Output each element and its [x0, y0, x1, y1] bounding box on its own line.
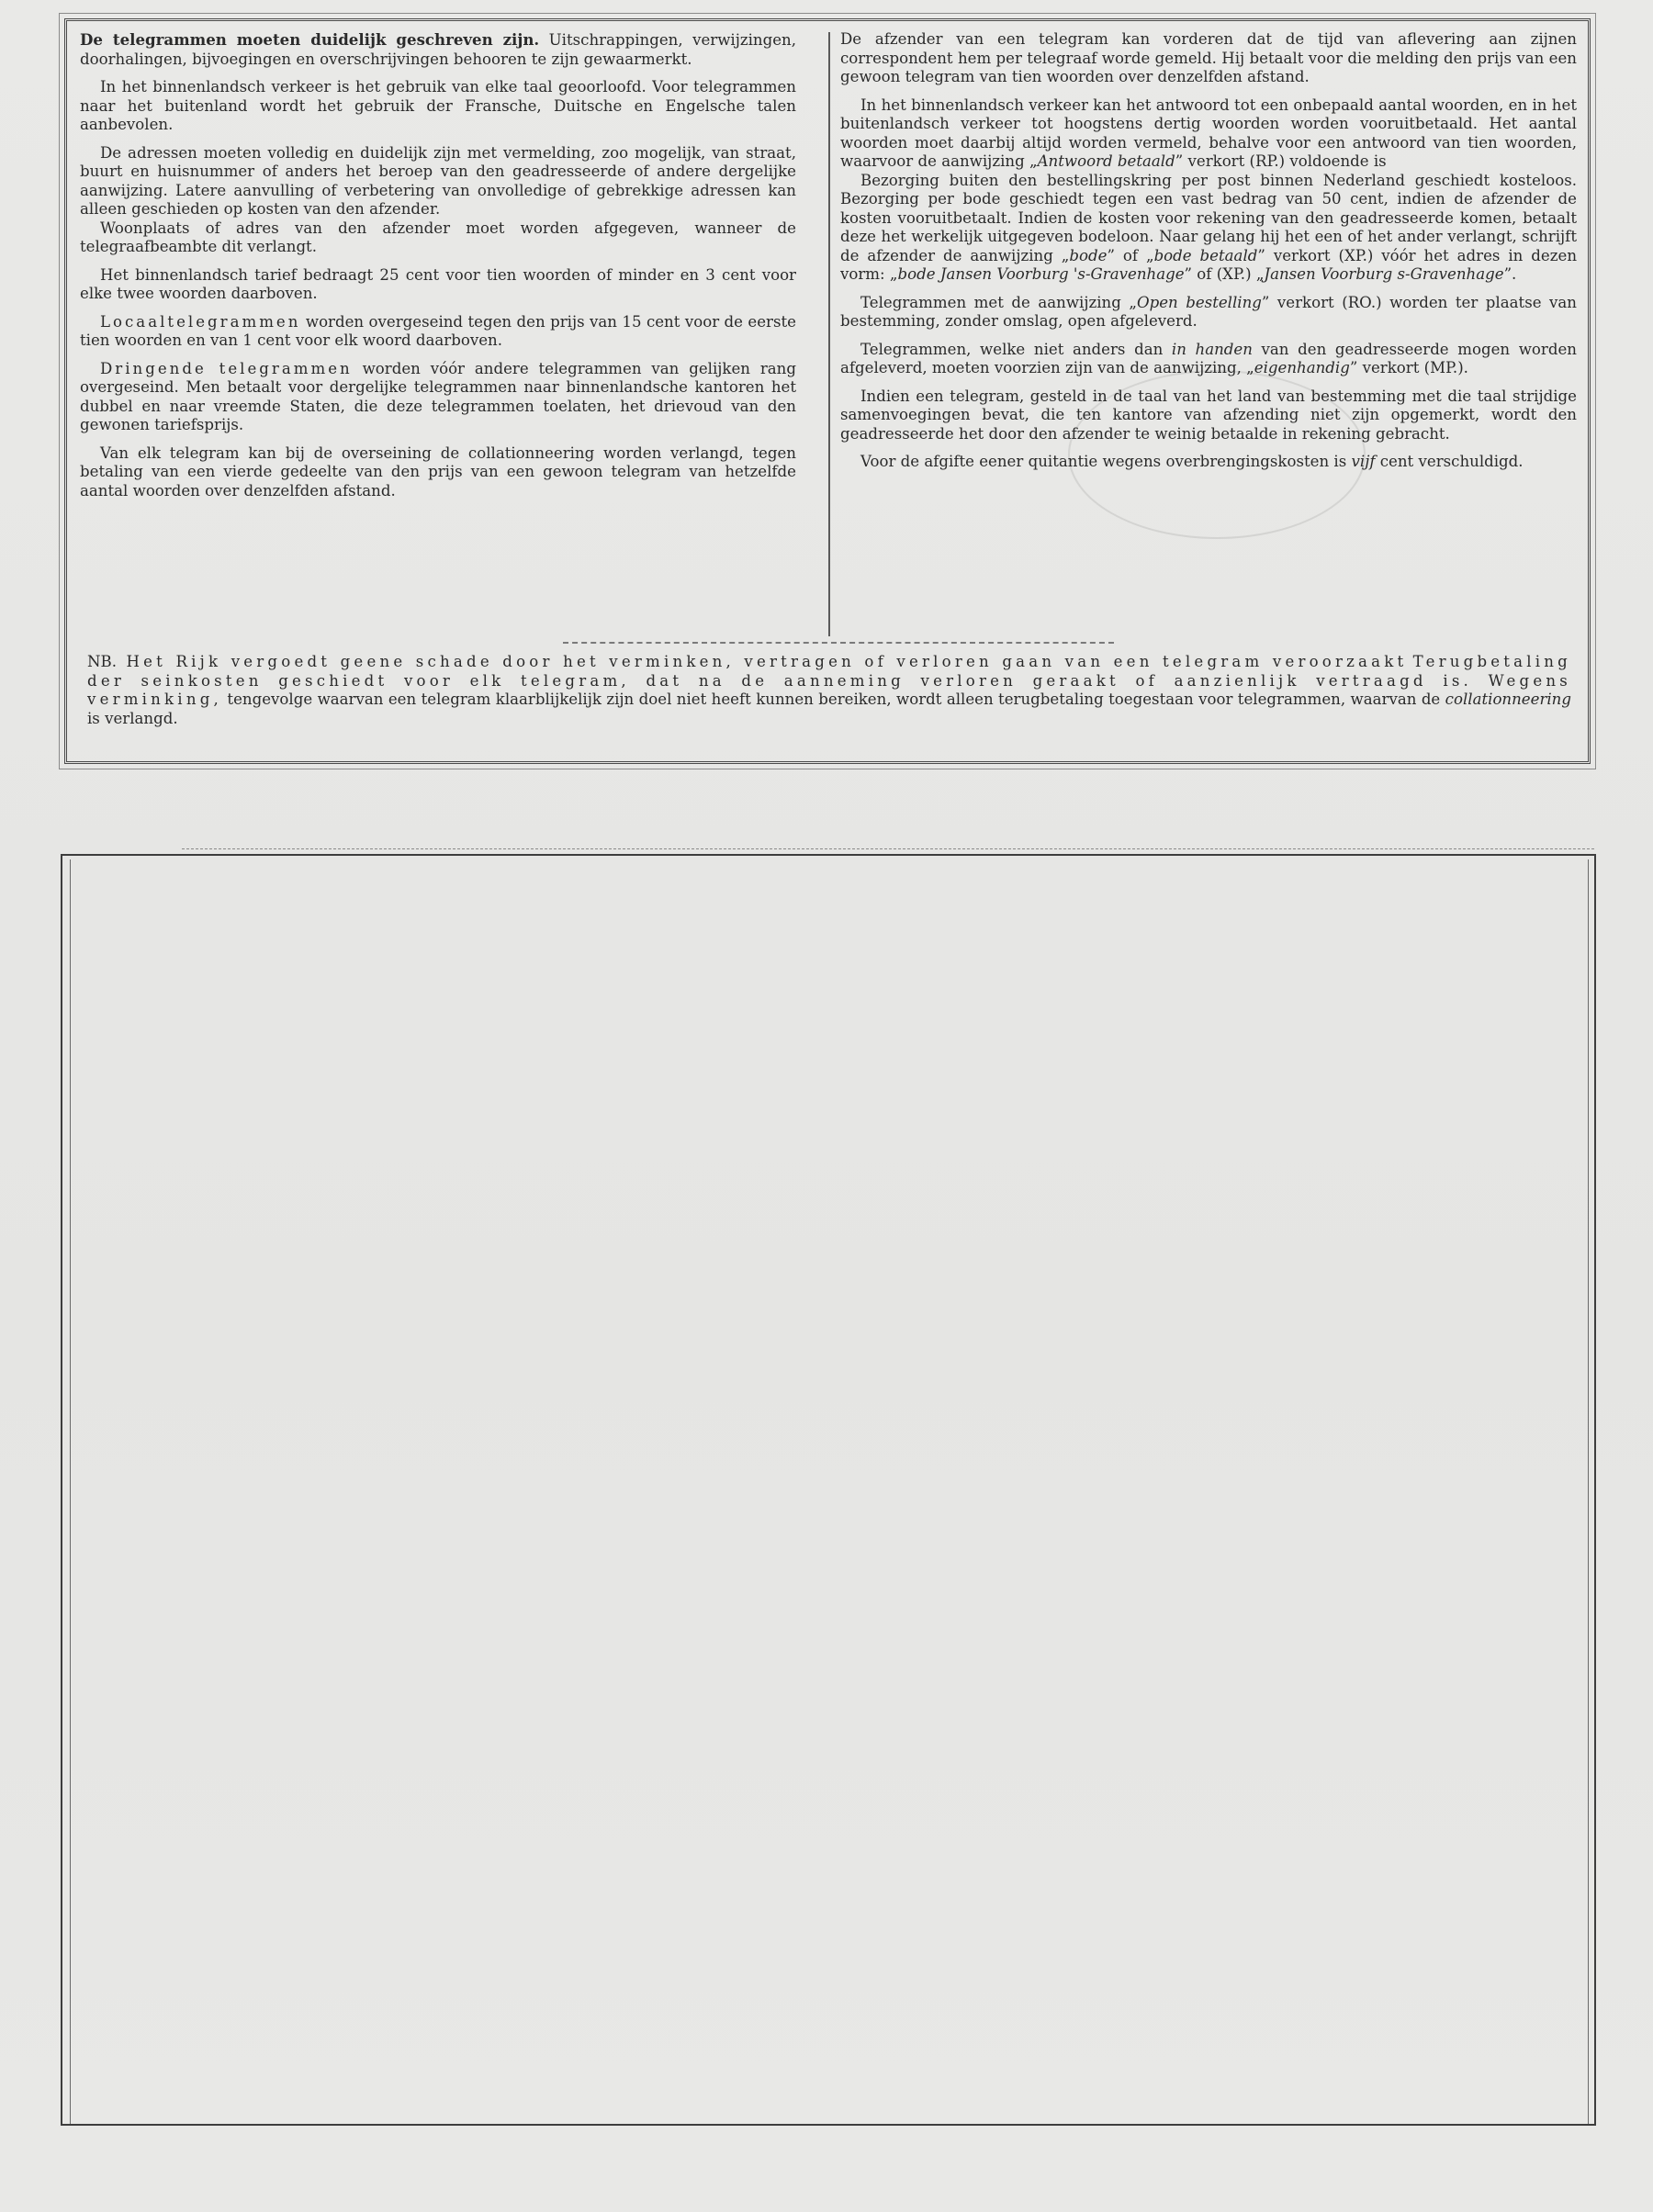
rule-open-delivery: Telegrammen met de aanwijzing „Open bestelling” verkort (RO.) worden ter plaatse van bestemming, zonder omslag, open afgeleverd. [840, 293, 1577, 330]
instructions-left-column [80, 30, 811, 636]
rule-legibility: De telegrammen moeten duidelijk geschreven zijn. Uitschrappingen, verwijzingen, doorhalingen, bijvoegingen en overschrijvingen behooren te zijn gewaarmerkt. [80, 30, 796, 68]
nb-divider-line [563, 642, 1114, 644]
instructions-box [64, 18, 1591, 764]
rule-delivery-time: De afzender van een telegram kan vorderen dat de tijd van aflevering aan zijnen correspondent hem per telegraaf worde gemeld. Hij betaalt voor die melding den prijs van een gewoon telegram van tien woorden over denzelfden afstand. [840, 30, 1577, 85]
rule-receipt-fee: Voor de afgifte eener quitantie wegens overbrengingskosten is vijf cent verschuldigd. [860, 453, 1524, 470]
rule-addresses: De adressen moeten volledig en duidelijk zijn met vermelding, zoo mogelijk, van straat, buurt en huisnummer of anders het beroep van den geadresseerde of andere dergelijke aanwijzing. Latere aanvulling of verbetering van onvolledige of gebrekkige adressen kan alleen geschieden op kosten van den afzender. [80, 143, 796, 218]
rule-languages: In het binnenlandsch verkeer is het gebruik van elke taal geoorloofd. Voor telegrammen naar het buitenland wordt het gebruik der Fransche, Duitsche en Engelsche talen aanbevolen. [80, 78, 796, 133]
rule-urgent-telegrams: Dringende telegrammen worden vóór andere telegrammen van gelijken rang overgeseind. Men betaalt voor dergelijke telegrammen naar binnenlandsche kantoren het dubbel en naar vreemde Staten, die deze telegrammen toelaten, het drievoud van den gewonen tariefsprijs. [80, 359, 796, 433]
rule-local-telegrams: Locaaltelegrammen worden overgeseind tegen den prijs van 15 cent voor de eerste tien woorden en van 1 cent voor elk woord daarboven. [80, 312, 796, 349]
rule-language-surcharge: Indien een telegram, gesteld in de taal van het land van bestemming met die taal strijdige samenvoegingen bevat, die ten kantore van afzending niet zijn opgemerkt, wordt den geadresseerde het door den afzender te weinig betaalde in rekening gebracht. [840, 387, 1577, 443]
nb-liability-notice: NB. Het Rijk vergoedt geene schade door het verminken, vertragen of verloren gaan van een telegram veroorzaakt Terugbetaling der seinkosten geschiedt voor elk telegram, dat na de aanneming verloren geraakt of aanzienlijk vertraagd is. Wegens verminking, tengevolge waarvan een telegram klaarblijkelijk zijn doel niet heeft kunnen bereiken, wordt alleen terugbetaling toegestaan voor telegrammen, waarvan de collationneering is verlangd. [87, 653, 1571, 727]
rule-collation: Van elk telegram kan bij de overseining de collationneering worden verlangd, tegen betaling van een vierde gedeelte van den prijs van een gewoon telegram van hetzelfde aantal woorden over denzelfden afstand. [80, 444, 796, 500]
rule-delivery-by-messenger: Bezorging buiten den bestellingskring per post binnen Nederland geschiedt kosteloos. Bezorging per bode geschiedt tegen een vast bedrag van 50 cent, indien de afzender de kosten vooruitbetaalt. Indien de kosten voor rekening van den geadresseerde komen, betaalt deze het werkelijk uitgegeven bodeloon. Naar gelang hij het een of het ander verlangt, schrijft de afzender de aanwijzing „bode” of „bode betaald” verkort (XP.) vóór het adres in dezen vorm: „bode Jansen Voorburg 's-Gravenhage” of (XP.) „Jansen Voorburg s-Gravenhage”. [840, 171, 1578, 283]
instructions-right-column [829, 30, 1577, 636]
rule-personal-delivery: Telegrammen, welke niet anders dan in handen van den geadresseerde mogen worden afgeleverd, moeten voorzien zijn van de aanwijzing, „eigenhandig” verkort (MP.). [840, 340, 1577, 376]
rule-domestic-tariff: Het binnenlandsch tarief bedraagt 25 cent voor tien woorden of minder en 3 cent voor elke twee woorden daarboven. [80, 265, 796, 302]
rule-sender-address: Woonplaats of adres van den afzender moet worden afgegeven, wanneer de telegraafbeambte dit verlangt. [80, 219, 796, 255]
nb-label: NB. [87, 653, 117, 670]
rule-prepaid-reply: In het binnenlandsch verkeer kan het antwoord tot een onbepaald aantal woorden, en in het buitenlandsch verkeer tot hoogstens dertig woorden worden vooruitbetaald. Het aantal woorden moet daarbij altijd worden vermeld, behalve voor een antwoord van tien woorden, waarvoor de aanwijzing „Antwoord betaald” verkort (RP.) voldoende is [840, 95, 1577, 170]
message-area-frame [61, 854, 1596, 2126]
